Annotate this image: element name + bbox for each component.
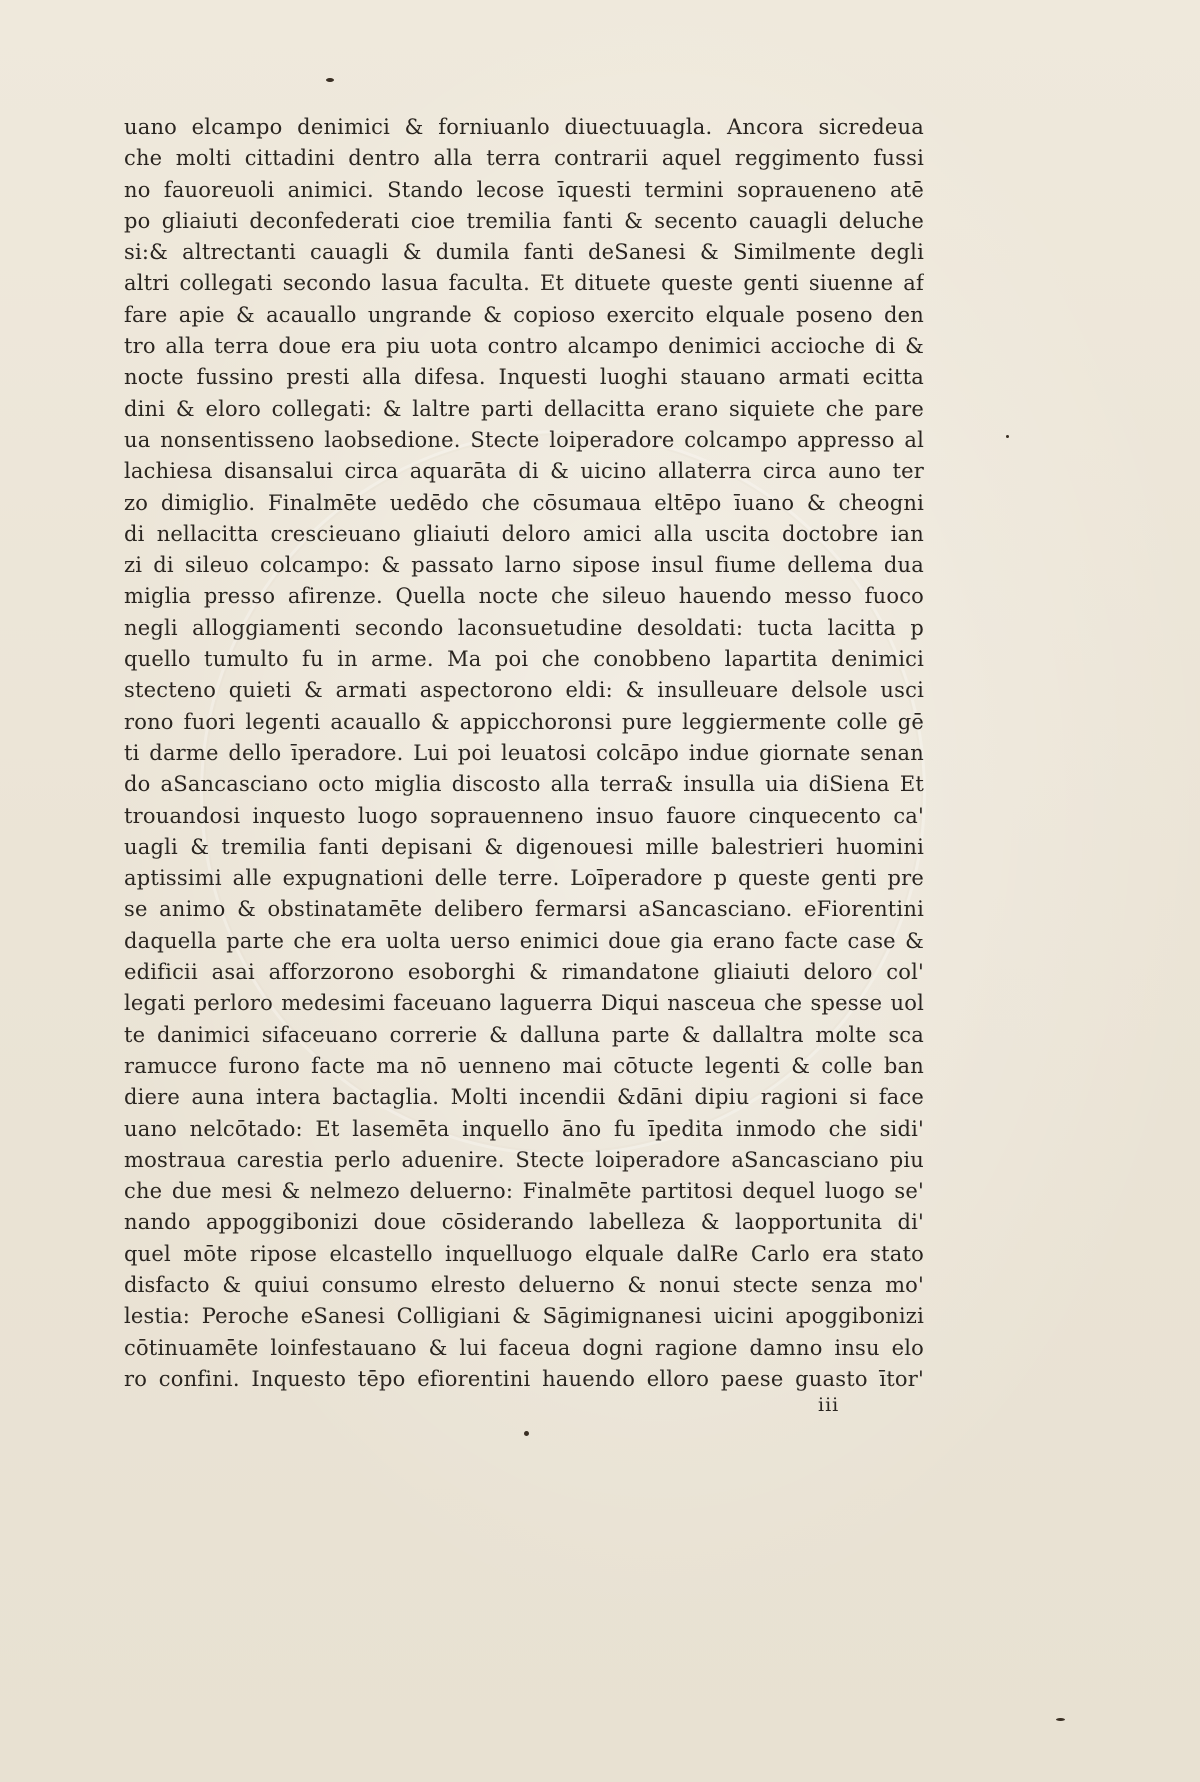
text-line: legati perloro medesimi faceuano laguerra Diqui nasceua che spesse uol bbox=[124, 991, 924, 1016]
ink-speck bbox=[1056, 1718, 1065, 1721]
text-line: di nellacitta crescieuano gliaiuti deloro amici alla uscita doctobre ian bbox=[124, 521, 924, 546]
text-line: che molti cittadini dentro alla terra contrarii aquel reggimento fussi bbox=[124, 146, 924, 171]
text-line: mostraua carestia perlo aduenire. Stecte loiperadore aSancasciano piu bbox=[124, 1147, 924, 1172]
text-line: no fauoreuoli animici. Stando lecose īquesti termini sopraueneno atē bbox=[124, 177, 924, 202]
text-line: trouandosi inquesto luogo soprauenneno insuo fauore cinquecento ca' bbox=[124, 803, 924, 828]
text-line: rono fuori legenti acauallo & appicchoronsi pure leggiermente colle gē bbox=[124, 709, 924, 734]
text-line: quello tumulto fu in arme. Ma poi che conobbeno lapartita denimici bbox=[124, 647, 924, 672]
text-line: ramucce furono facte ma nō uenneno mai cōtucte legenti & colle ban bbox=[124, 1053, 924, 1078]
text-line: lestia: Peroche eSanesi Colligiani & Sāgimignanesi uicini apoggibonizi bbox=[124, 1304, 924, 1329]
text-line: si:& altrectanti cauagli & dumila fanti deSanesi & Similmente degli bbox=[124, 240, 924, 265]
text-line: negli alloggiamenti secondo laconsuetudine desoldati: tucta lacitta p bbox=[124, 615, 924, 640]
text-line: dini & eloro collegati: & laltre parti dellacitta erano siquiete che pare bbox=[124, 396, 924, 421]
text-line: cōtinuamēte loinfestauano & lui faceua dogni ragione damno insu elo bbox=[124, 1335, 924, 1360]
text-line: ua nonsentisseno laobsedione. Stecte loiperadore colcampo appresso al bbox=[124, 427, 924, 452]
text-line: ro confini. Inquesto tēpo efiorentini hauendo elloro paese guasto ītor' bbox=[124, 1366, 924, 1391]
text-line: edificii asai afforzorono esoborghi & rimandatone gliaiuti deloro col' bbox=[124, 960, 924, 985]
text-line: uano elcampo denimici & forniuanlo diuectuuagla. Ancora sicredeua bbox=[124, 115, 924, 139]
signature-mark: iii bbox=[818, 1394, 840, 1416]
text-line: lachiesa disansalui circa aquarāta di & uicino allaterra circa auno ter bbox=[124, 459, 924, 484]
text-line: te danimici sifaceuano correrie & dalluna parte & dallaltra molte sca bbox=[124, 1022, 924, 1047]
text-line: miglia presso afirenze. Quella nocte che sileuo hauendo messo fuoco bbox=[124, 584, 924, 609]
text-line: altri collegati secondo lasua faculta. Et dituete queste genti siuenne af bbox=[124, 271, 924, 296]
text-line: nando appoggibonizi doue cōsiderando labelleza & laopportunita di' bbox=[124, 1210, 924, 1235]
text-line: che due mesi & nelmezo deluerno: Finalmēte partitosi dequel luogo se' bbox=[124, 1179, 924, 1204]
text-line: zi di sileuo colcampo: & passato larno siposе insul fiume dellema dua bbox=[124, 553, 924, 578]
text-line: quel mōte ripose elcastello inquelluogo elquale dalRe Carlo era stato bbox=[124, 1241, 924, 1266]
text-line: nocte fussino presti alla difesa. Inquesti luoghi stauano armati ecitta bbox=[124, 365, 924, 390]
ink-speck bbox=[524, 1431, 529, 1436]
text-line: aptissimi alle expugnationi delle terre. Loīperadore p queste genti pre bbox=[124, 866, 924, 891]
text-line: fare apie & acauallo ungrande & copioso exercito elquale poseno den bbox=[124, 302, 924, 327]
text-line: ti darme dello īperadore. Lui poi leuatosi colcāpo indue giornate senan bbox=[124, 740, 924, 765]
text-line: po gliaiuti deconfederati cioe tremilia fanti & secento cauagli deluche bbox=[124, 208, 924, 233]
text-line: uagli & tremilia fanti depisani & digenouesi mille balestrieri huomini bbox=[124, 834, 924, 859]
text-line: stecteno quieti & armati aspectorono eldi: & insulleuare delsole usci bbox=[124, 678, 924, 703]
ink-speck bbox=[1006, 435, 1009, 438]
text-line: disfacto & quiui consumo elresto deluerno & nonui stecte senza mo' bbox=[124, 1272, 924, 1297]
ink-speck bbox=[326, 78, 334, 82]
text-line: daquella parte che era uolta uerso enimici doue gia erano facte case & bbox=[124, 928, 924, 953]
text-line: zo dimiglio. Finalmēte uedēdo che cōsumaua eltēpo īuano & cheogni bbox=[124, 490, 924, 515]
text-line: tro alla terra doue era piu uota contro alcampo denimici accioche di & bbox=[124, 334, 924, 359]
text-line: do aSancasciano octo miglia discosto alla terra& insulla uia diSiena Et bbox=[124, 772, 924, 797]
text-line: se animo & obstinatamēte delibero fermarsi aSancasciano. eFiorentini bbox=[124, 897, 924, 922]
text-line: diere auna intera bactaglia. Molti incendii &dāni dipiu ragioni si face bbox=[124, 1085, 924, 1110]
text-line: uano nelcōtado: Et lasemēta inquello āno fu īpedita inmodo che sidi' bbox=[124, 1116, 924, 1141]
page-text bbox=[124, 112, 924, 1395]
